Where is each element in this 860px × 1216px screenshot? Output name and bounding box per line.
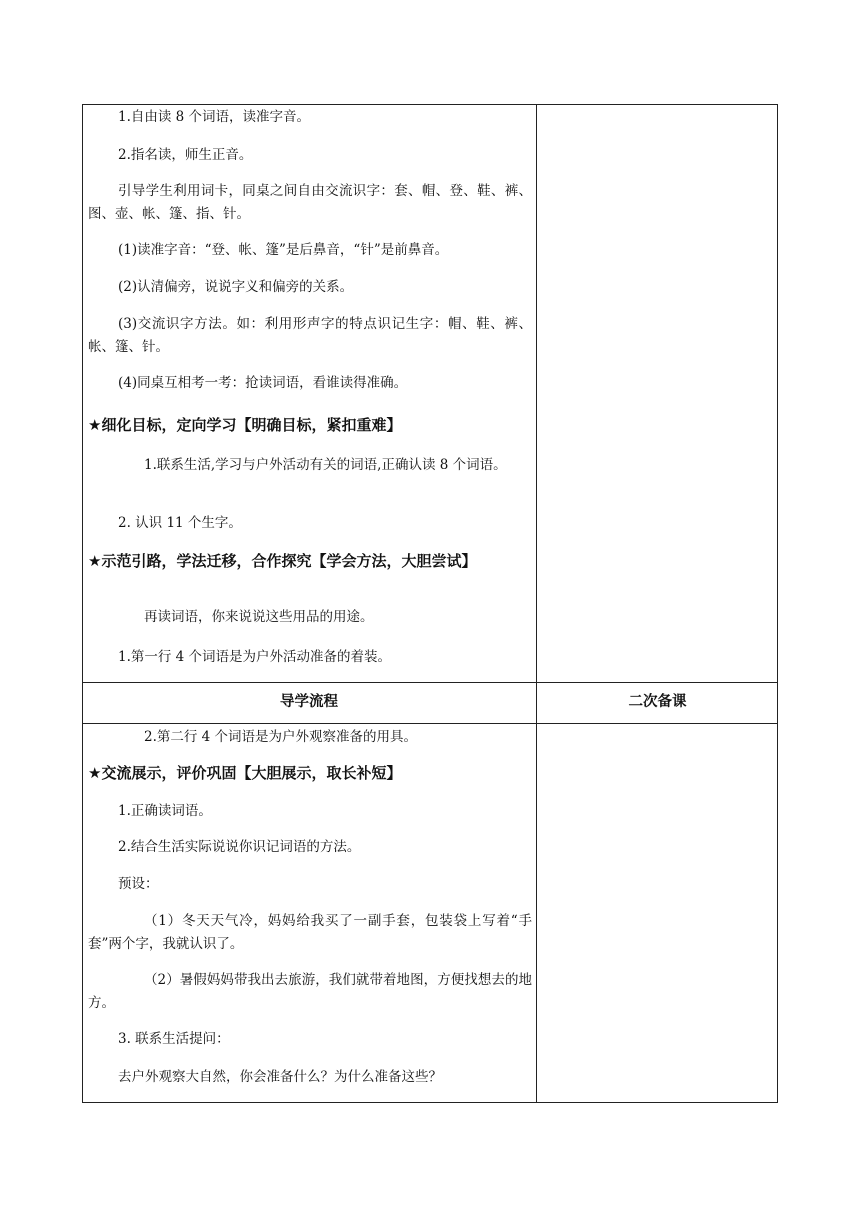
row-divider-bottom [82, 723, 778, 724]
question-text: 去户外观察大自然，你会准备什么？为什么准备这些？ [118, 1069, 442, 1085]
header-flow: 导学流程 [280, 694, 338, 710]
showcase-2-text: 2.结合生活实际说说你识记词语的方法。 [118, 839, 361, 855]
showcase-3-text: 3. 联系生活提问： [118, 1031, 230, 1047]
guide-row2-text: 2.第二行 4 个词语是为户外观察准备的用具。 [144, 729, 418, 745]
heading-goals: ★细化目标，定向学习【明确目标，紧扣重难】 [88, 416, 402, 434]
heading-guide: ★示范引路，学法迁移，合作探究【学会方法，大胆尝试】 [88, 552, 477, 570]
header-second-prep: 二次备课 [628, 694, 687, 710]
column-divider [536, 104, 537, 1103]
showcase-1-text: 1.正确读词语。 [118, 803, 212, 819]
goal-2-text: 2. 认识 11 个生字。 [118, 515, 242, 531]
preset-1-text: （1）冬天天气冷，妈妈给我买了一副手套，包装袋上写着“手套”两个字，我就认识了。 [88, 913, 532, 952]
peer-quiz-text: (4)同桌互相考一考：抢读词语，看谁读得准确。 [118, 375, 408, 391]
pronunciation-text: (1)读准字音：“登、帐、篷”是后鼻音，“针”是前鼻音。 [118, 242, 449, 258]
goal-1-text: 1.联系生活,学习与户外活动有关的词语,正确认读 8 个词语。 [144, 457, 507, 473]
heading-showcase: ★交流展示，评价巩固【大胆展示，取长补短】 [88, 764, 402, 782]
word-card-text: 引导学生利用词卡，同桌之间自由交流识字：套、帽、登、鞋、裤、图、壶、帐、篷、指、针。 [88, 183, 532, 222]
step-1-text: 1.自由读 8 个词语，读准字音。 [118, 109, 311, 125]
literacy-method-text: (3)交流识字方法。如：利用形声字的特点识记生字：帽、鞋、裤、帐、篷、针。 [88, 316, 532, 355]
step-2-text: 2.指名读，师生正音。 [118, 147, 253, 163]
guide-intro-text: 再读词语，你来说说这些用品的用途。 [144, 609, 374, 625]
radical-text: (2)认清偏旁，说说字义和偏旁的关系。 [118, 279, 354, 295]
preset-2-text: （2）暑假妈妈带我出去旅游，我们就带着地图，方便找想去的地方。 [88, 972, 532, 1011]
guide-row1-text: 1.第一行 4 个词语是为户外活动准备的着装。 [118, 649, 392, 665]
preset-label: 预设： [118, 876, 159, 892]
